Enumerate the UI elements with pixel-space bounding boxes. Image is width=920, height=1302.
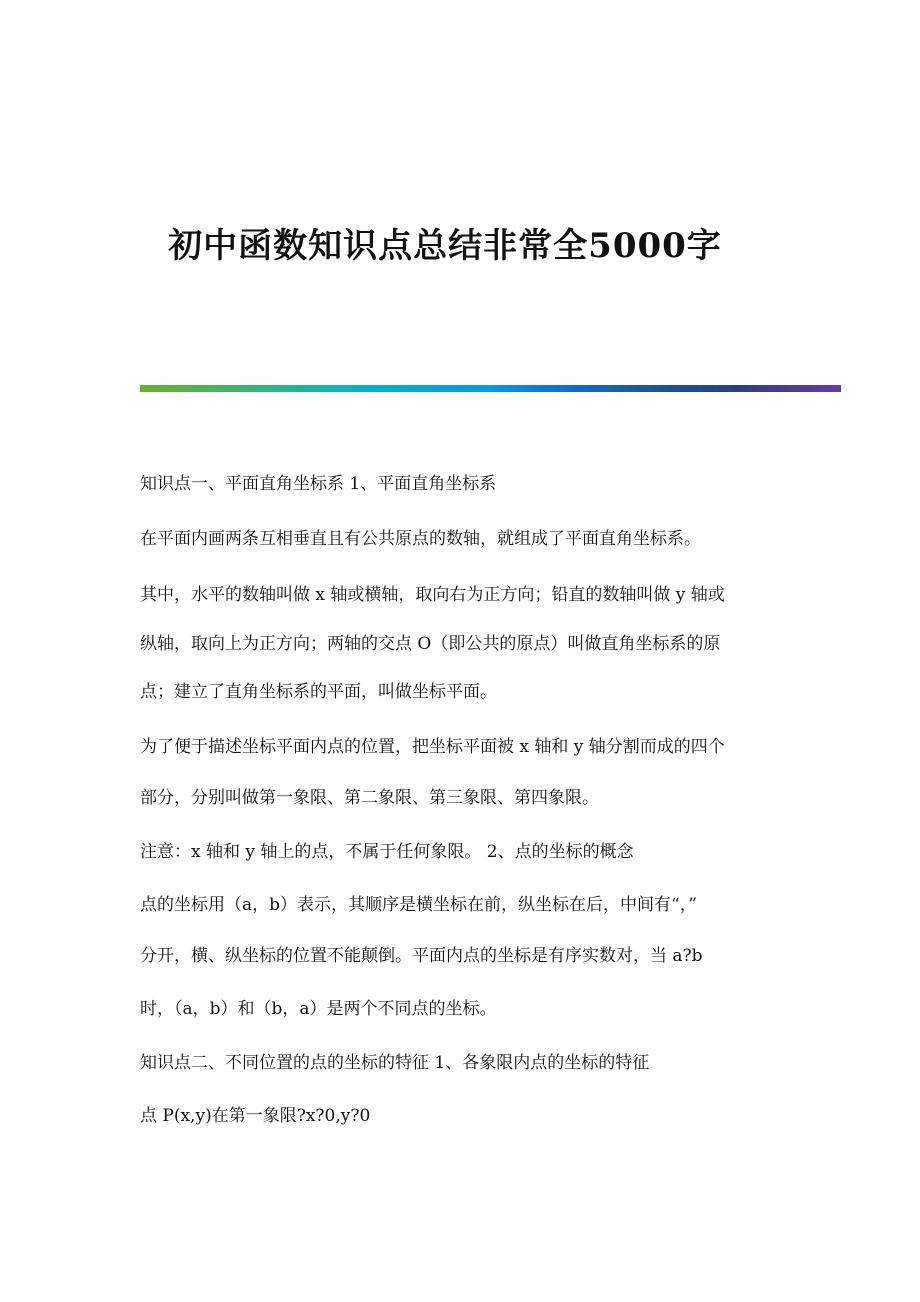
paragraph-line: 纵轴，取向上为正方向；两轴的交点 O（即公共的原点）叫做直角坐标系的原	[140, 634, 721, 654]
paragraph-line: 注意：x 轴和 y 轴上的点，不属于任何象限。 2、点的坐标的概念	[140, 842, 634, 862]
paragraph-line: 为了便于描述坐标平面内点的位置，把坐标平面被 x 轴和 y 轴分割而成的四个	[140, 737, 725, 757]
paragraph-line: 知识点二、不同位置的点的坐标的特征 1、各象限内点的坐标的特征	[140, 1053, 650, 1073]
paragraph-line: 在平面内画两条互相垂直且有公共原点的数轴，就组成了平面直角坐标系。	[140, 529, 701, 549]
gradient-divider	[140, 385, 841, 392]
paragraph-line: 点；建立了直角坐标系的平面，叫做坐标平面。	[140, 682, 497, 702]
document-title: 初中函数知识点总结非常全5000字	[168, 226, 722, 266]
paragraph-line: 时，（a，b）和（b，a）是两个不同点的坐标。	[140, 999, 497, 1019]
paragraph-line: 点的坐标用（a，b）表示，其顺序是横坐标在前，纵坐标在后，中间有“，”	[140, 895, 697, 915]
paragraph-line: 其中，水平的数轴叫做 x 轴或横轴，取向右为正方向；铅直的数轴叫做 y 轴或	[140, 585, 725, 605]
paragraph-line: 知识点一、平面直角坐标系 1、平面直角坐标系	[140, 474, 497, 494]
paragraph-line: 点 P(x,y)在第一象限?x?0,y?0	[140, 1106, 371, 1126]
paragraph-line: 部分，分别叫做第一象限、第二象限、第三象限、第四象限。	[140, 788, 599, 808]
paragraph-line: 分开，横、纵坐标的位置不能颠倒。平面内点的坐标是有序实数对，当 a?b	[140, 946, 703, 966]
